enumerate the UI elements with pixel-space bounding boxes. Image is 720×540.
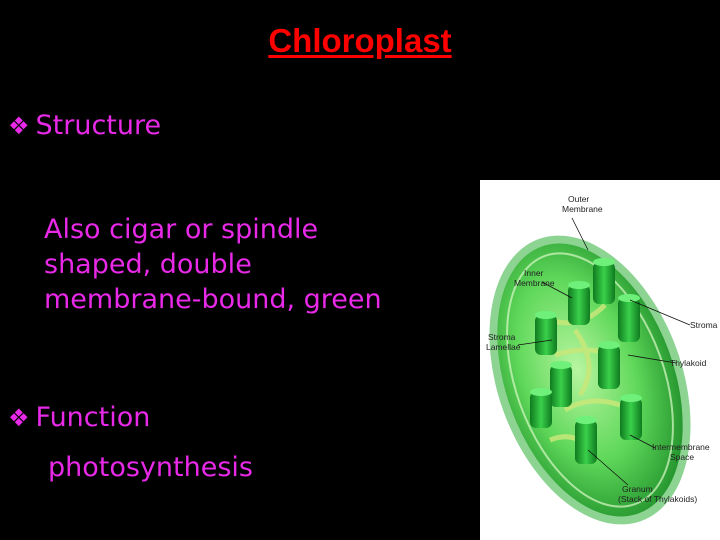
label-inner-membrane: Inner Membrane — [514, 268, 555, 288]
bullet-function — [8, 402, 150, 433]
label-outer-membrane: Outer Membrane — [562, 194, 603, 214]
granum — [575, 416, 597, 464]
label-thylakoid: Thylakoid — [670, 358, 707, 368]
diamond-bullet-icon: ❖ — [8, 404, 30, 432]
granum — [568, 281, 590, 325]
bullet-structure — [8, 110, 161, 141]
label-intermembrane-space: Intermembrane Space — [652, 442, 710, 462]
slide-title: Chloroplast — [268, 22, 452, 59]
chloroplast-diagram — [480, 180, 720, 540]
chloroplast-illustration — [480, 180, 720, 540]
granum — [535, 311, 557, 355]
label-stroma-lamellae: Stroma Lamellae — [486, 332, 521, 352]
granum — [598, 341, 620, 389]
granum — [593, 258, 615, 304]
granum — [620, 394, 642, 440]
granum — [618, 294, 640, 342]
function-description: photosynthesis — [48, 452, 253, 483]
label-granum: Granum (Stack of Thylakoids) — [618, 484, 698, 504]
granum — [530, 388, 552, 428]
structure-description: Also cigar or spindle shaped, double membrane-bound, green — [44, 214, 382, 315]
bullet-function-label: Function — [35, 402, 151, 433]
granum — [550, 361, 572, 407]
bullet-structure-label: Structure — [35, 110, 162, 141]
label-stroma: Stroma — [690, 320, 718, 330]
diamond-bullet-icon: ❖ — [8, 112, 30, 140]
